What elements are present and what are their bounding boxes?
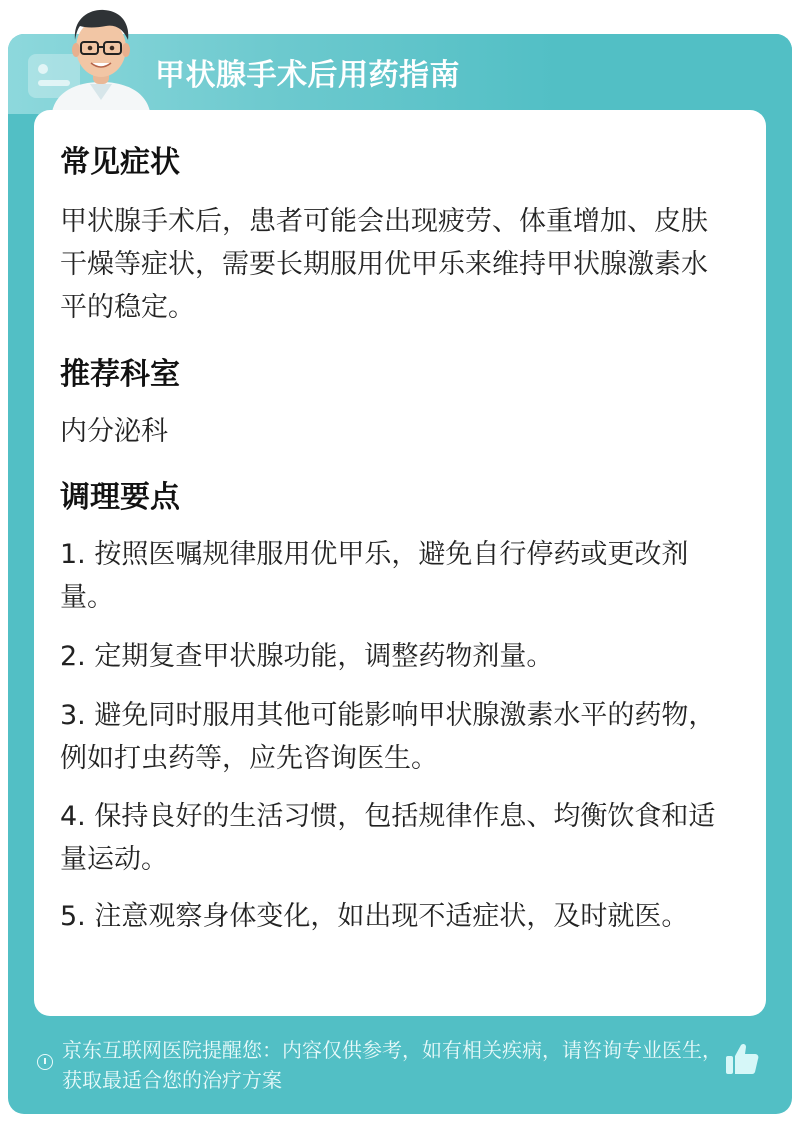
page-title: 甲状腺手术后用药指南 <box>155 58 460 93</box>
care-point-item: 3. 避免同时服用其他可能影响甲状腺激素水平的药物，例如打虫药等，应先咨询医生。 <box>60 700 716 774</box>
section-title-care-points: 调理要点 <box>60 480 180 515</box>
care-point-item: 5. 注意观察身体变化，如出现不适症状，及时就医。 <box>60 901 689 932</box>
doctor-avatar <box>46 0 156 112</box>
department-text: 内分泌科 <box>60 416 168 447</box>
care-point-item: 1. 按照医嘱规律服用优甲乐，避免自行停药或更改剂量。 <box>60 539 689 613</box>
care-point-item: 4. 保持良好的生活习惯，包括规律作息、均衡饮食和适量运动。 <box>60 801 716 875</box>
thumbs-up-icon[interactable] <box>724 1041 760 1077</box>
care-point-item: 2. 定期复查甲状腺功能，调整药物剂量。 <box>60 641 554 672</box>
footer-disclaimer: 京东互联网医院提醒您：内容仅供参考，如有相关疾病，请咨询专业医生，获取最适合您的治疗方案 <box>62 1038 722 1092</box>
section-title-department: 推荐科室 <box>60 357 180 392</box>
info-icon <box>37 1054 53 1070</box>
symptoms-text: 甲状腺手术后，患者可能会出现疲劳、体重增加、皮肤干燥等症状，需要长期服用优甲乐来维持甲状腺激素水平的稳定。 <box>60 206 708 323</box>
section-title-symptoms: 常见症状 <box>60 145 180 180</box>
